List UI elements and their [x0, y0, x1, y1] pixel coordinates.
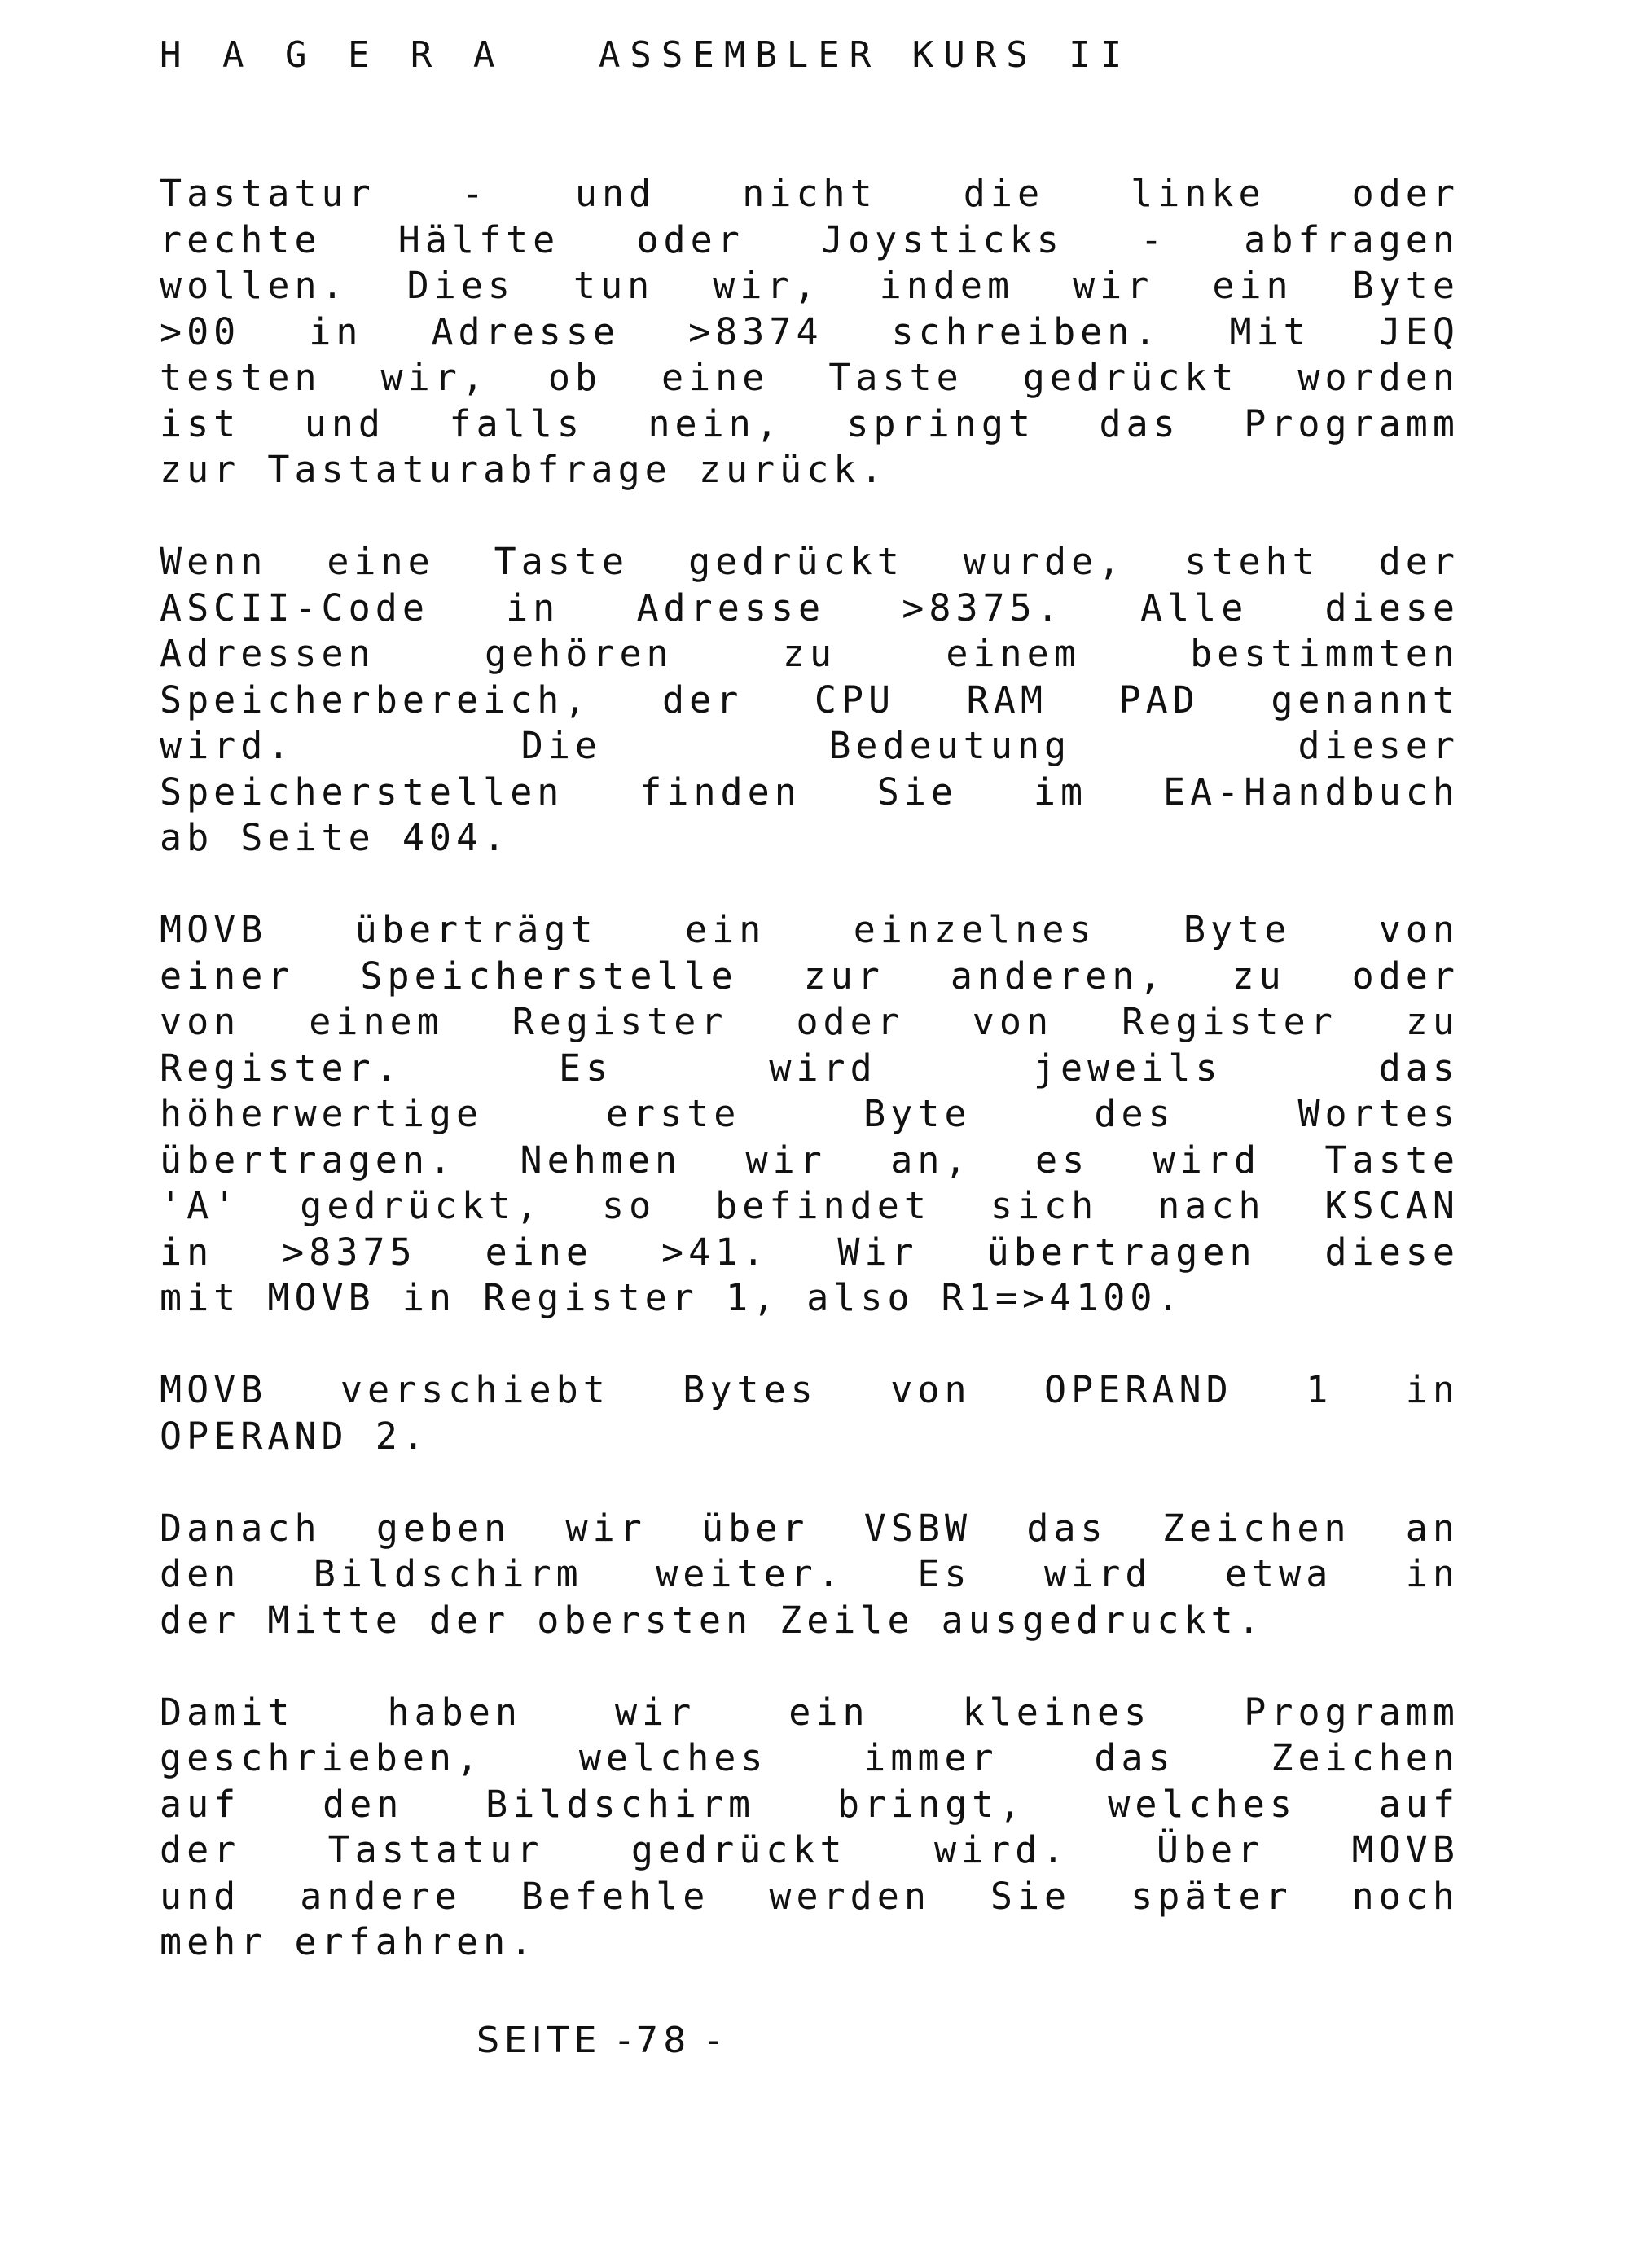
text-line: Register. Es wird jeweils das: [160, 1046, 1460, 1090]
text-line: übertragen. Nehmen wir an, es wird Taste: [160, 1138, 1460, 1182]
body-text: [160, 171, 1460, 2011]
text-line: testen wir, ob eine Taste gedrückt worden: [160, 356, 1460, 399]
text-line: mit MOVB in Register 1, also R1=>4100.: [160, 1276, 1184, 1319]
paragraph-1: [160, 171, 1460, 494]
text-line: geschrieben, welches immer das Zeichen: [160, 1736, 1460, 1779]
paragraph-2: [160, 539, 1460, 862]
text-line: wird. Die Bedeutung dieser: [160, 724, 1460, 767]
text-line: Speicherstellen finden Sie im EA-Handbuch: [160, 770, 1460, 814]
text-line: der Mitte der obersten Zeile ausgedruckt.: [160, 1598, 1265, 1642]
text-line: einer Speicherstelle zur anderen, zu oder: [160, 954, 1460, 998]
text-line: in >8375 eine >41. Wir übertragen diese: [160, 1230, 1460, 1274]
text-line: Speicherbereich, der CPU RAM PAD genannt: [160, 678, 1460, 722]
text-line: wollen. Dies tun wir, indem wir ein Byte: [160, 264, 1460, 307]
text-line: rechte Hälfte oder Joysticks - abfragen: [160, 217, 1460, 261]
paragraph-3: [160, 907, 1460, 1322]
text-line: auf den Bildschirm bringt, welches auf: [160, 1782, 1460, 1826]
text-line: Adressen gehören zu einem bestimmten: [160, 632, 1460, 675]
text-line: 'A' gedrückt, so befindet sich nach KSCAN: [160, 1184, 1460, 1227]
text-line: Danach geben wir über VSBW das Zeichen an: [160, 1506, 1460, 1550]
text-line: MOVB überträgt ein einzelnes Byte von: [160, 908, 1460, 951]
text-line: und andere Befehle werden Sie später noch: [160, 1874, 1460, 1918]
page-header: H A G E R A ASSEMBLER KURS II: [160, 34, 1132, 76]
text-line: ab Seite 404.: [160, 816, 511, 859]
text-line: OPERAND 2.: [160, 1414, 429, 1458]
text-line: Wenn eine Taste gedrückt wurde, steht der: [160, 540, 1460, 583]
text-line: höherwertige erste Byte des Wortes: [160, 1092, 1460, 1135]
paragraph-5: [160, 1506, 1460, 1644]
text-line: Tastatur - und nicht die linke oder: [160, 172, 1460, 215]
text-line: MOVB verschiebt Bytes von OPERAND 1 in: [160, 1368, 1460, 1411]
text-line: der Tastatur gedrückt wird. Über MOVB: [160, 1828, 1460, 1871]
text-line: von einem Register oder von Register zu: [160, 1000, 1460, 1043]
text-line: zur Tastaturabfrage zurück.: [160, 448, 888, 491]
text-line: ASCII-Code in Adresse >8375. Alle diese: [160, 586, 1460, 630]
text-line: ist und falls nein, springt das Programm: [160, 401, 1460, 445]
text-line: den Bildschirm weiter. Es wird etwa in: [160, 1552, 1460, 1595]
text-line: mehr erfahren.: [160, 1920, 538, 1963]
paragraph-6: [160, 1690, 1460, 1966]
text-line: >00 in Adresse >8374 schreiben. Mit JEQ: [160, 309, 1460, 353]
page-number: SEITE -78 -: [476, 2020, 726, 2061]
paragraph-4: [160, 1367, 1460, 1459]
text-line: Damit haben wir ein kleines Programm: [160, 1690, 1460, 1734]
